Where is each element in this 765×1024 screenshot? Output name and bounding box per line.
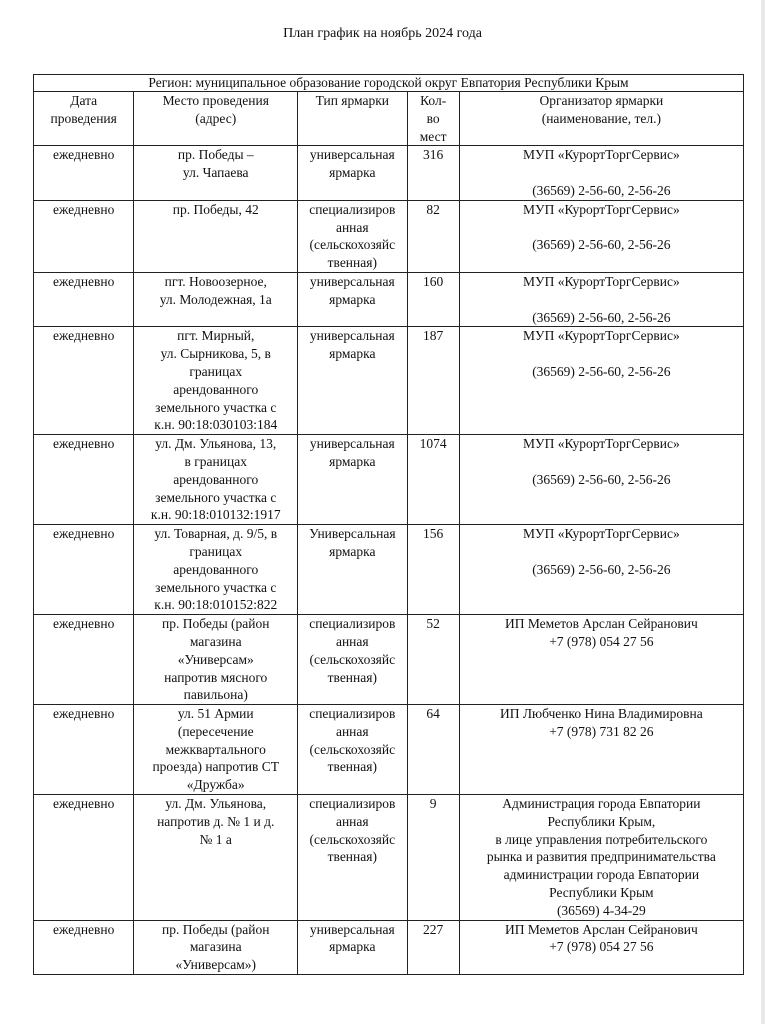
table-row [34, 920, 744, 974]
region-cell: Регион: муниципальное образование городской округ Евпатория Республики Крым [34, 75, 744, 92]
organizer-line: МУП «КурортТоргСервис» [523, 436, 680, 452]
place-cell [134, 525, 298, 615]
organizer-line: рынка и развития предпринимательства [486, 849, 716, 865]
organizer-line: (36569) 2-56-60, 2-56-26 [532, 182, 671, 198]
type-cell [298, 435, 407, 525]
organizer-line: +7 (978) 731 82 26 [549, 723, 654, 739]
count-cell: 64 [407, 705, 459, 795]
type-line: универсальная [309, 147, 395, 163]
organizer-line [461, 291, 742, 309]
organizer-cell [459, 272, 743, 326]
type-line: (сельскохозяйс [309, 651, 396, 667]
place-line: ул. 51 Армии [177, 706, 254, 722]
organizer-cell [459, 525, 743, 615]
organizer-cell [459, 435, 743, 525]
fair-schedule-table [33, 74, 744, 975]
organizer-line: администрации города Евпатории [503, 867, 700, 883]
place-cell [134, 200, 298, 272]
place-line: арендованного [173, 471, 259, 487]
place-line: земельного участка с [155, 399, 277, 415]
header-count-line: во [426, 110, 440, 126]
type-line: специализиров [309, 616, 396, 632]
type-line: универсальная [309, 273, 395, 289]
document-title: План график на ноябрь 2024 года [283, 26, 482, 41]
header-row [34, 92, 744, 146]
place-line: проезда) напротив СТ [152, 759, 280, 775]
organizer-line: МУП «КурортТоргСервис» [523, 526, 680, 542]
organizer-line: МУП «КурортТоргСервис» [523, 273, 680, 289]
date-cell: ежедневно [34, 200, 134, 272]
date-cell: ежедневно [34, 435, 134, 525]
place-cell [134, 435, 298, 525]
header-place-line: Место проведения [162, 93, 269, 108]
header-date-line: проведения [50, 110, 117, 126]
type-line: универсальная [309, 328, 395, 344]
place-line: ул. Сырникова, 5, в [160, 346, 271, 362]
table-row [34, 327, 744, 435]
type-line: (сельскохозяйс [309, 831, 396, 847]
type-cell [298, 146, 407, 200]
type-line: ярмарка [329, 291, 376, 307]
type-cell [298, 272, 407, 326]
date-cell: ежедневно [34, 920, 134, 974]
table-row [34, 795, 744, 921]
place-line: ул. Дм. Ульянова, 13, [155, 436, 277, 452]
place-line: ул. Молодежная, 1а [159, 291, 272, 307]
place-line: пр. Победы (район [162, 921, 270, 937]
place-line: пр. Победы (район [162, 616, 270, 632]
place-line: напротив мясного [164, 669, 268, 685]
type-line: твенная) [327, 849, 377, 865]
type-line: твенная) [327, 255, 377, 271]
place-line: магазина [189, 633, 242, 649]
organizer-line: МУП «КурортТоргСервис» [523, 147, 680, 163]
place-line: павильона) [183, 687, 248, 703]
type-line: ярмарка [329, 165, 376, 181]
place-line: в границах [184, 453, 247, 469]
count-cell: 9 [407, 795, 459, 921]
type-line: специализиров [309, 201, 396, 217]
organizer-cell [459, 920, 743, 974]
type-cell [298, 920, 407, 974]
count-cell: 316 [407, 146, 459, 200]
place-cell [134, 705, 298, 795]
type-cell [298, 525, 407, 615]
organizer-line: ИП Меметов Арслан Сейранович [504, 921, 698, 937]
type-line: (сельскохозяйс [309, 237, 396, 253]
date-cell: ежедневно [34, 615, 134, 705]
type-line: (сельскохозяйс [309, 741, 396, 757]
header-count-line: Кол- [420, 93, 447, 108]
region-row [34, 75, 744, 92]
header-count [407, 92, 459, 146]
organizer-line: (36569) 4-34-29 [556, 902, 646, 918]
organizer-cell [459, 795, 743, 921]
organizer-cell [459, 146, 743, 200]
organizer-cell [459, 705, 743, 795]
place-line: пр. Победы – [177, 147, 254, 163]
table-row [34, 200, 744, 272]
place-line: к.н. 90:18:030103:184 [154, 417, 278, 433]
header-organizer-line: (наименование, тел.) [541, 110, 662, 126]
date-cell: ежедневно [34, 795, 134, 921]
organizer-line: (36569) 2-56-60, 2-56-26 [532, 363, 671, 379]
place-cell [134, 272, 298, 326]
date-cell: ежедневно [34, 272, 134, 326]
table-row [34, 615, 744, 705]
type-line: универсальная [309, 921, 395, 937]
header-place [134, 92, 298, 146]
count-cell: 227 [407, 920, 459, 974]
place-line: пр. Победы, 42 [172, 201, 259, 217]
place-line: магазина [189, 939, 242, 955]
place-cell [134, 146, 298, 200]
header-organizer-line: Организатор ярмарки [539, 93, 664, 108]
type-line: твенная) [327, 759, 377, 775]
date-cell: ежедневно [34, 146, 134, 200]
table-row [34, 272, 744, 326]
type-line: универсальная [309, 436, 395, 452]
type-line: ярмарка [329, 543, 376, 559]
place-line: (пересечение [177, 723, 254, 739]
type-line: ярмарка [329, 939, 376, 955]
place-cell [134, 795, 298, 921]
type-line: специализиров [309, 796, 396, 812]
header-type-line: Тип ярмарки [315, 93, 390, 108]
organizer-cell [459, 327, 743, 435]
type-cell [298, 615, 407, 705]
place-line: напротив д. № 1 и д. [157, 813, 275, 829]
place-line: пгт. Мирный, [177, 328, 255, 344]
place-line: к.н. 90:18:010152:822 [154, 597, 278, 613]
type-line: анная [335, 219, 369, 235]
organizer-cell [459, 615, 743, 705]
organizer-line: Республики Крым, [547, 813, 656, 829]
place-cell [134, 920, 298, 974]
schedule-body [34, 146, 744, 975]
header-date [34, 92, 134, 146]
table-row [34, 705, 744, 795]
organizer-line: (36569) 2-56-60, 2-56-26 [532, 561, 671, 577]
count-cell: 156 [407, 525, 459, 615]
type-line: специализиров [309, 706, 396, 722]
table-row [34, 435, 744, 525]
place-line: земельного участка с [155, 579, 277, 595]
type-cell [298, 327, 407, 435]
organizer-line [461, 453, 742, 471]
place-line: арендованного [173, 561, 259, 577]
organizer-line: Республики Крым [549, 885, 654, 901]
organizer-line [461, 164, 742, 182]
organizer-line: в лице управления потребительского [495, 831, 708, 847]
header-organizer [459, 92, 743, 146]
type-line: анная [335, 633, 369, 649]
count-cell: 187 [407, 327, 459, 435]
type-line: ярмарка [329, 346, 376, 362]
place-cell [134, 327, 298, 435]
date-cell: ежедневно [34, 705, 134, 795]
type-line: анная [335, 813, 369, 829]
page-edge [761, 0, 765, 1024]
organizer-line: (36569) 2-56-60, 2-56-26 [532, 237, 671, 253]
place-line: ул. Дм. Ульянова, [165, 796, 267, 812]
place-line: «Дружба» [186, 777, 245, 793]
organizer-line: +7 (978) 054 27 56 [549, 939, 654, 955]
date-cell: ежедневно [34, 327, 134, 435]
place-line: арендованного [173, 381, 259, 397]
organizer-line: (36569) 2-56-60, 2-56-26 [532, 471, 671, 487]
type-cell [298, 705, 407, 795]
type-line: анная [335, 723, 369, 739]
place-line: к.н. 90:18:010132:1917 [150, 507, 281, 523]
place-line: границах [189, 363, 243, 379]
type-line: ярмарка [329, 453, 376, 469]
place-line: «Универсам» [177, 651, 254, 667]
organizer-line: ИП Любченко Нина Владимировна [500, 706, 703, 722]
header-date-line: Дата [70, 93, 98, 108]
place-line: межквартального [165, 741, 266, 757]
organizer-cell [459, 200, 743, 272]
date-cell: ежедневно [34, 525, 134, 615]
type-line: Универсальная [309, 526, 396, 542]
organizer-line [461, 543, 742, 561]
organizer-line: Администрация города Евпатории [502, 796, 701, 812]
place-line: № 1 а [199, 831, 232, 847]
count-cell: 1074 [407, 435, 459, 525]
organizer-line [461, 345, 742, 363]
place-line: границах [189, 543, 243, 559]
place-line: пгт. Новоозерное, [164, 273, 267, 289]
organizer-line: ИП Меметов Арслан Сейранович [504, 616, 698, 632]
header-count-line: мест [419, 128, 447, 144]
place-line: земельного участка с [155, 489, 277, 505]
header-type [298, 92, 407, 146]
place-line: ул. Товарная, д. 9/5, в [154, 526, 278, 542]
count-cell: 52 [407, 615, 459, 705]
organizer-line: МУП «КурортТоргСервис» [523, 201, 680, 217]
table-row [34, 525, 744, 615]
organizer-line: МУП «КурортТоргСервис» [523, 328, 680, 344]
type-cell [298, 795, 407, 921]
organizer-line [461, 219, 742, 237]
place-cell [134, 615, 298, 705]
count-cell: 160 [407, 272, 459, 326]
count-cell: 82 [407, 200, 459, 272]
header-place-line: (адрес) [195, 110, 237, 126]
organizer-line: +7 (978) 054 27 56 [549, 633, 654, 649]
place-line: ул. Чапаева [182, 165, 249, 181]
place-line: «Универсам») [175, 957, 257, 973]
type-cell [298, 200, 407, 272]
table-row [34, 146, 744, 200]
organizer-line: (36569) 2-56-60, 2-56-26 [532, 309, 671, 325]
type-line: твенная) [327, 669, 377, 685]
